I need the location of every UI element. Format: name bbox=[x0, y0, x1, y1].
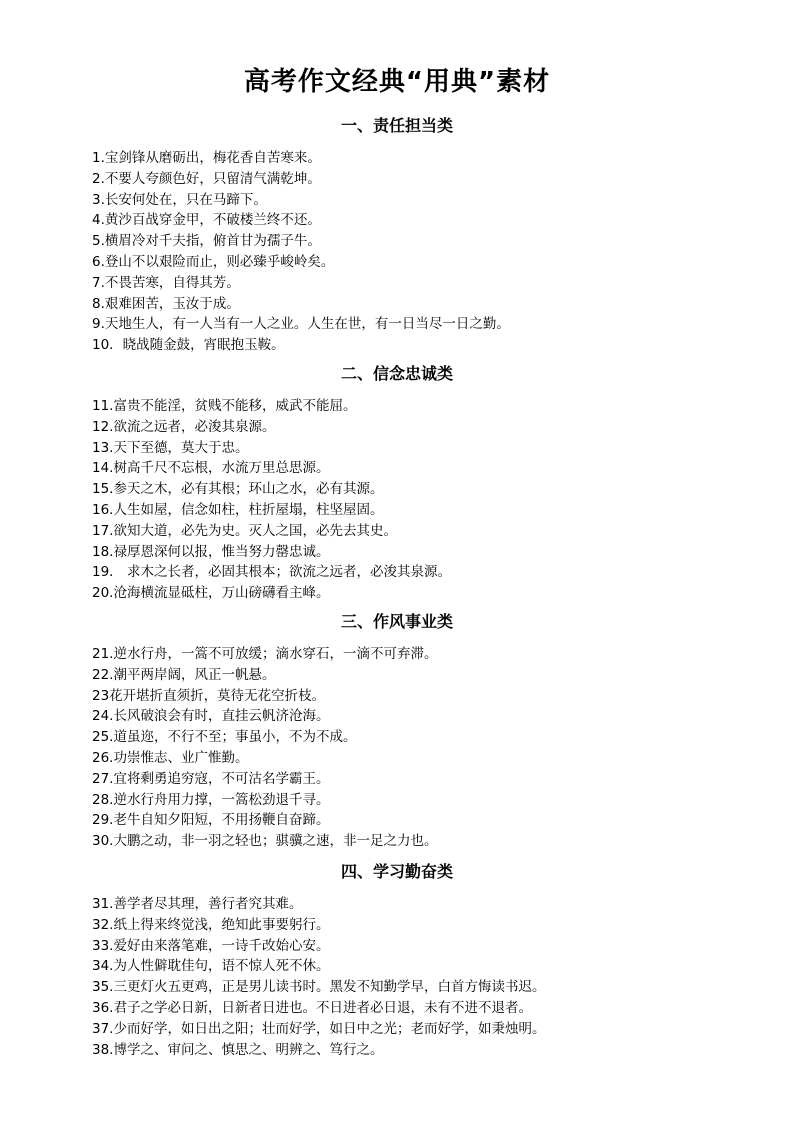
section-work-style bbox=[0, 610, 794, 852]
quote-item: 6.登山不以艰险而止，则必臻乎峻岭矣。 bbox=[92, 253, 335, 270]
quote-item: 3.长安何处在，只在马蹄下。 bbox=[92, 191, 267, 208]
section-study-diligence bbox=[0, 860, 794, 1060]
quote-item: 27.宜将剩勇追穷寇，不可沽名学霸王。 bbox=[92, 770, 330, 787]
quote-item: 10．晓战随金鼓，宵眠抱玉鞍。 bbox=[92, 337, 285, 354]
quote-item: 16.人生如屋，信念如柱，柱折屋塌，柱坚屋固。 bbox=[92, 501, 384, 518]
quote-item: 28.逆水行舟用力撑，一篙松劲退千寻。 bbox=[92, 791, 330, 808]
section-heading: 三、作风事业类 bbox=[340, 612, 453, 631]
quote-list bbox=[0, 644, 794, 852]
quote-item: 21.逆水行舟，一篙不可放缓；滴水穿石，一滴不可弃滞。 bbox=[92, 646, 438, 662]
quote-item: 20.沧海横流显砥柱，万山磅礴看主峰。 bbox=[92, 585, 330, 602]
quote-item: 19． 求木之长者，必固其根本；欲流之远者，必浚其泉源。 bbox=[92, 564, 451, 581]
section-heading: 二、信念忠诚类 bbox=[340, 364, 453, 383]
quote-item: 4.黄沙百战穿金甲，不破楼兰终不还。 bbox=[92, 212, 321, 229]
quote-list bbox=[0, 396, 794, 604]
quote-item: 13.天下至德，莫大于忠。 bbox=[92, 439, 249, 456]
quote-item: 1.宝剑锋从磨砺出，梅花香自苦寒来。 bbox=[92, 150, 321, 166]
quote-item: 35.三更灯火五更鸡，正是男儿读书时。黑发不知勤学早，白首方悔读书迟。 bbox=[92, 979, 546, 996]
quote-item: 2.不要人夸颜色好，只留清气满乾坤。 bbox=[92, 170, 321, 187]
quote-item: 12.欲流之远者，必浚其泉源。 bbox=[92, 418, 276, 435]
quote-item: 9.天地生人，有一人当有一人之业。人生在世，有一日当尽一日之勤。 bbox=[92, 316, 510, 333]
quote-item: 23花开堪折直须折，莫待无花空折枝。 bbox=[92, 687, 326, 704]
quote-item: 8.艰难困苦，玉汝于成。 bbox=[92, 295, 240, 312]
quote-item: 32.纸上得来终觉浅，绝知此事要躬行。 bbox=[92, 916, 330, 933]
quote-item: 14.树高千尺不忘根，水流万里总思源。 bbox=[92, 460, 330, 477]
section-heading: 一、责任担当类 bbox=[340, 116, 453, 135]
quote-item: 36.君子之学必日新，日新者日进也。不日进者必日退，未有不进不退者。 bbox=[92, 999, 532, 1016]
quote-item: 33.爱好由来落笔难，一诗千改始心安。 bbox=[92, 937, 330, 954]
quote-item: 7.不畏苦寒，自得其芳。 bbox=[92, 274, 240, 291]
quote-item: 15.参天之木，必有其根；环山之水，必有其源。 bbox=[92, 481, 384, 498]
quote-list bbox=[0, 148, 794, 356]
page-title: 高考作文经典“用典”素材 bbox=[243, 67, 551, 97]
quote-item: 22.潮平两岸阔，风正一帆悬。 bbox=[92, 666, 276, 683]
quote-item: 18.禄厚恩深何以报，惟当努力罄忠诚。 bbox=[92, 543, 330, 560]
quote-item: 24.长风破浪会有时，直挂云帆济沧海。 bbox=[92, 708, 330, 725]
quote-item: 5.横眉冷对千夫指，俯首甘为孺子牛。 bbox=[92, 233, 321, 250]
section-heading: 四、学习勤奋类 bbox=[340, 862, 453, 881]
quote-item: 29.老牛自知夕阳短，不用扬鞭自奋蹄。 bbox=[92, 812, 330, 829]
quote-item: 11.富贵不能淫，贫贱不能移，威武不能屈。 bbox=[92, 398, 357, 414]
quote-item: 37.少而好学，如日出之阳；壮而好学，如日中之光；老而好学，如秉烛明。 bbox=[92, 1020, 546, 1037]
section-responsibility bbox=[0, 114, 794, 356]
quote-item: 34.为人性僻耽佳句，语不惊人死不休。 bbox=[92, 958, 330, 975]
quote-item: 31.善学者尽其理，善行者究其难。 bbox=[92, 896, 303, 912]
quote-item: 26.功崇惟志、业广惟勤。 bbox=[92, 749, 249, 766]
quote-list bbox=[0, 894, 794, 1060]
quote-item: 17.欲知大道，必先为史。灭人之国，必先去其史。 bbox=[92, 522, 397, 539]
section-faith-loyalty bbox=[0, 362, 794, 604]
quote-item: 38.博学之、审问之、慎思之、明辨之、笃行之。 bbox=[92, 1041, 384, 1058]
quote-item: 25.道虽迩，不行不至；事虽小，不为不成。 bbox=[92, 729, 357, 746]
quote-item: 30.大鹏之动，非一羽之轻也；骐骥之速，非一足之力也。 bbox=[92, 833, 438, 850]
